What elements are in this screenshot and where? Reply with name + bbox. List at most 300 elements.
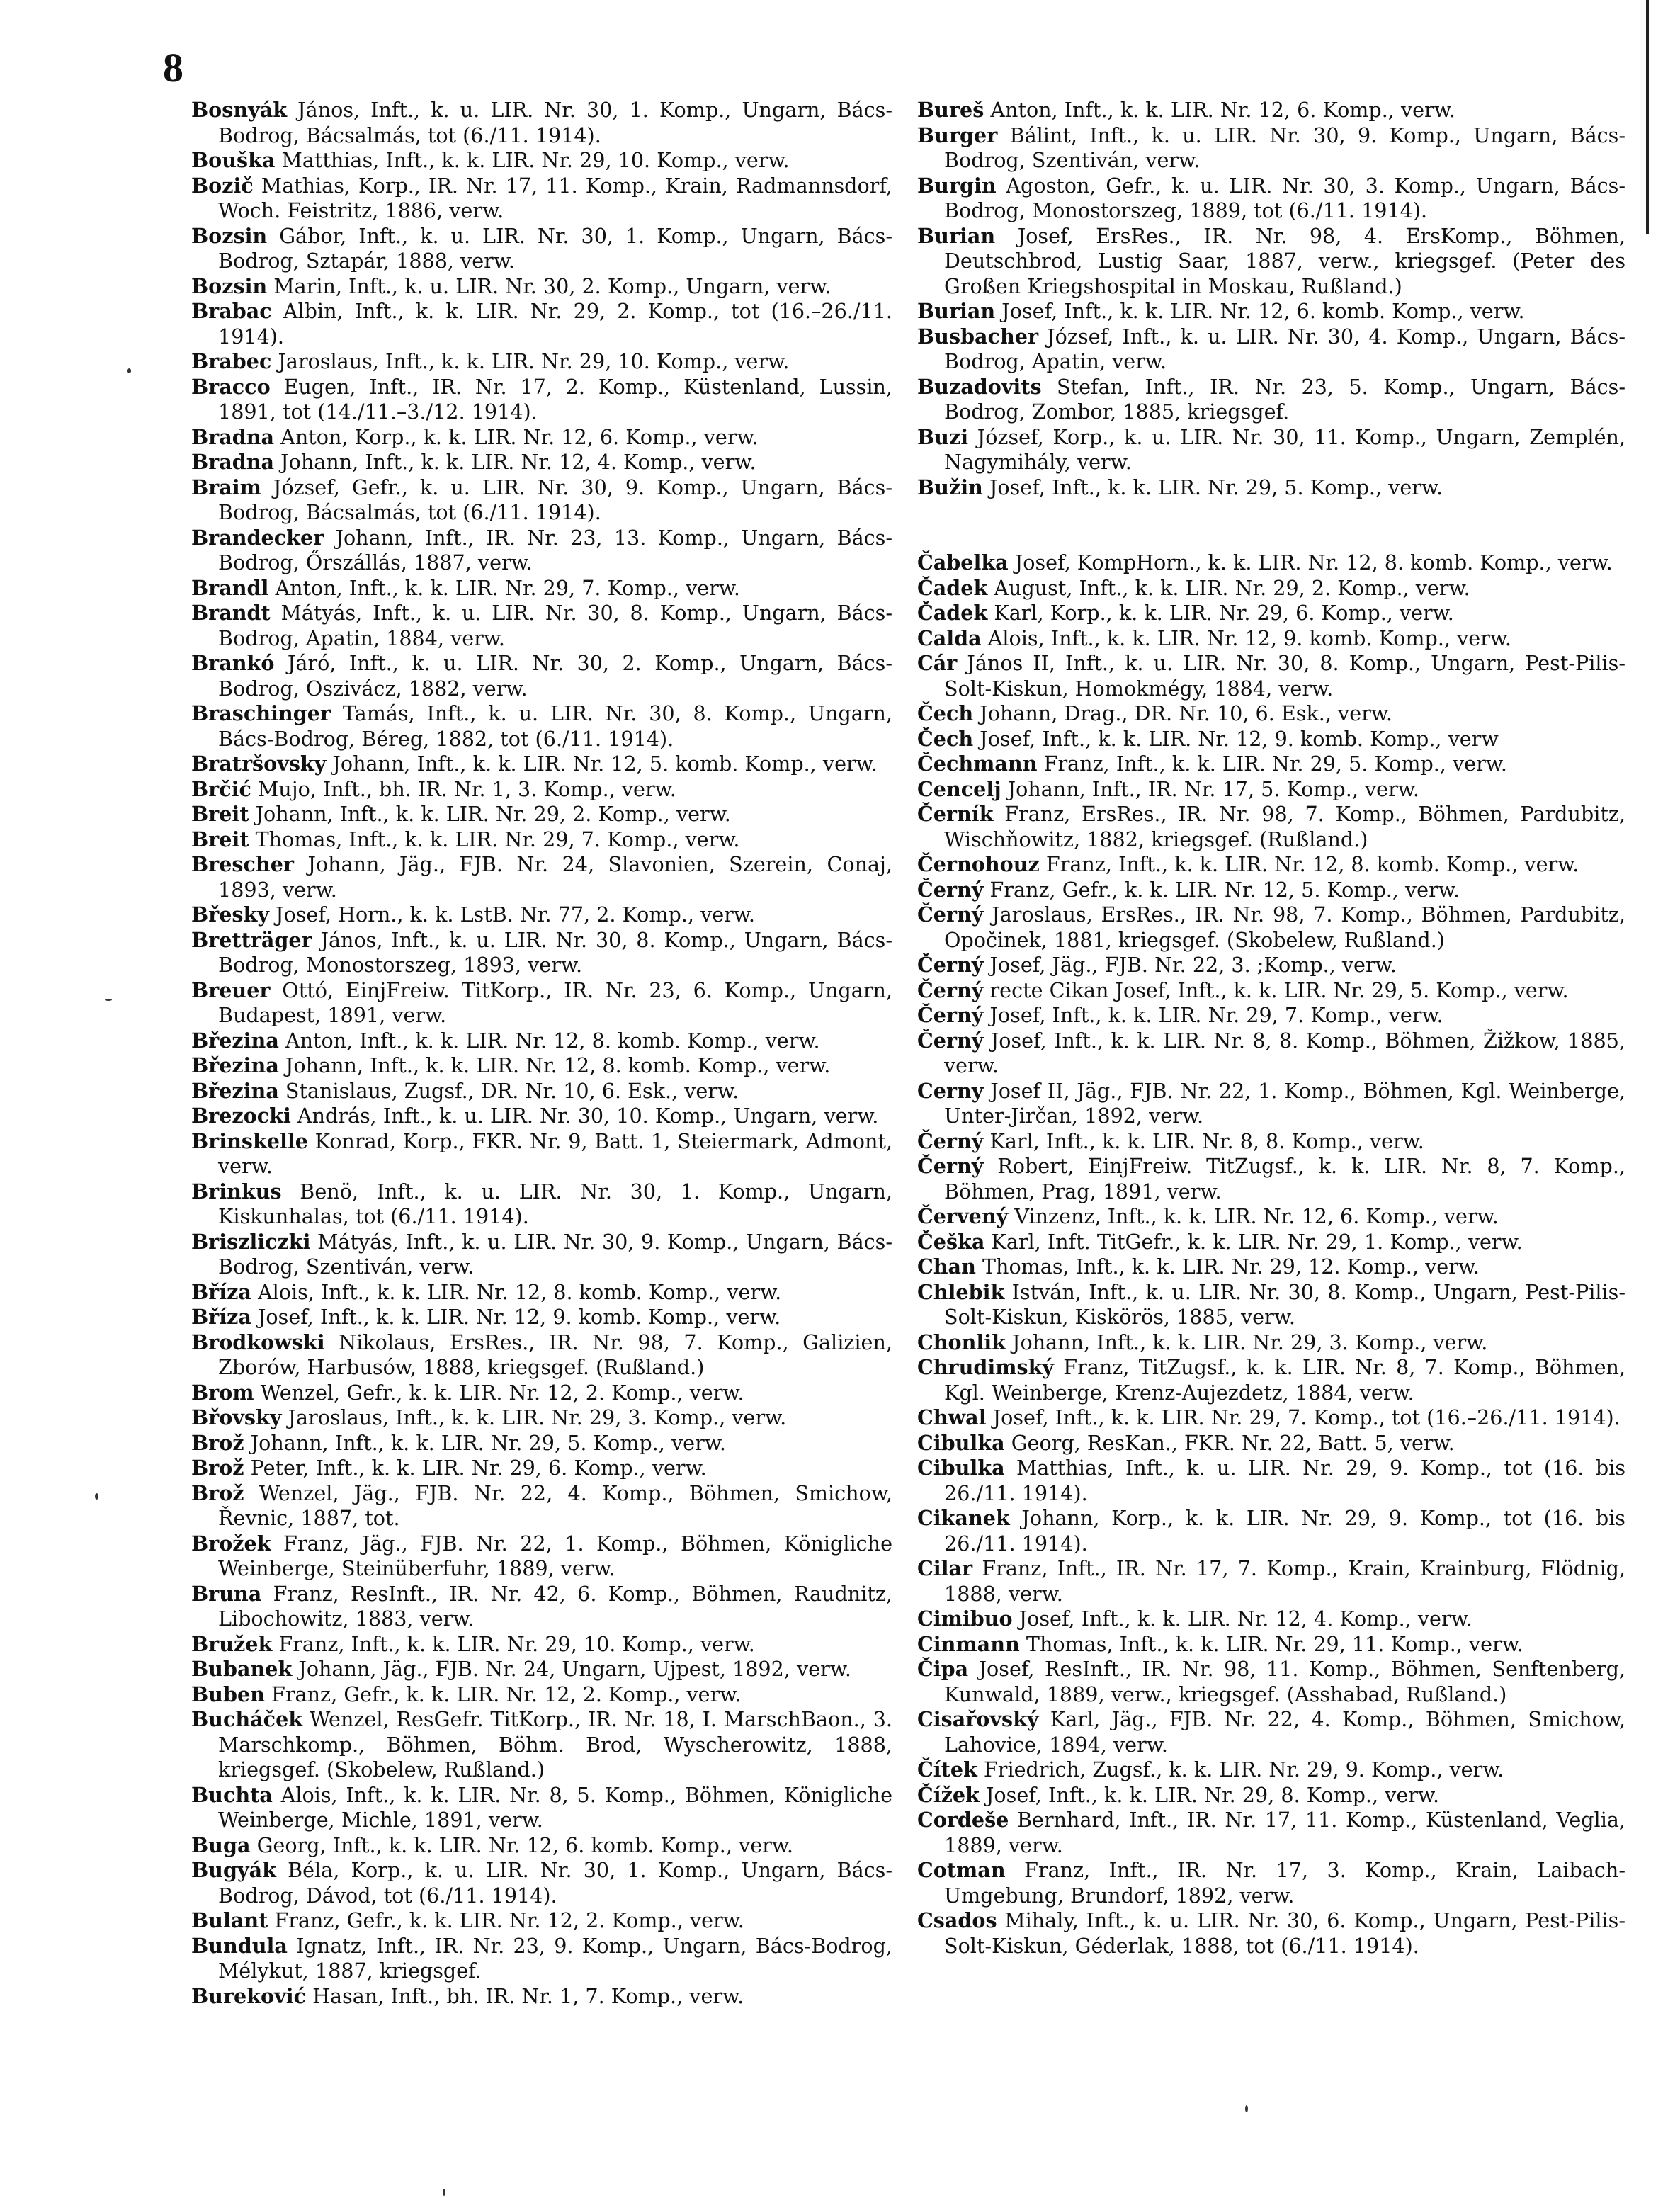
- entry-surname: Brankó: [191, 651, 275, 675]
- entry-surname: Braschinger: [191, 701, 331, 725]
- register-entry: [917, 1254, 1625, 1280]
- entry-surname: Brandt: [191, 601, 271, 625]
- register-entry: [917, 626, 1625, 652]
- entry-details: Karl, Inft. TitGefr., k. k. LIR. Nr. 29, 1. Komp., verw.: [984, 1229, 1523, 1254]
- entry-surname: Brčić: [191, 776, 251, 801]
- entry-details: Mátyás, Inft., k. u. LIR. Nr. 30, 9. Komp., Ungarn, Bács-Bodrog, Szentiván, verw.: [218, 1229, 892, 1279]
- entry-surname: Chan: [917, 1254, 976, 1279]
- entry-details: Josef II, Jäg., FJB. Nr. 22, 1. Komp., Böhmen, Kgl. Weinberge, Unter-Jirčan, 1892, verw.: [944, 1078, 1625, 1128]
- entry-surname: Cotman: [917, 1858, 1006, 1882]
- entry-details: Georg, Inft., k. k. LIR. Nr. 12, 6. komb. Komp., verw.: [250, 1832, 793, 1857]
- entry-surname: Černý: [917, 978, 984, 1002]
- entry-details: Karl, Inft., k. k. LIR. Nr. 8, 8. Komp., verw.: [983, 1128, 1424, 1153]
- entry-details: Robert, EinjFreiw. TitZugsf., k. k. LIR. Nr. 8, 7. Komp., Böhmen, Prag, 1891, verw.: [944, 1154, 1625, 1203]
- entry-surname: Čech: [917, 726, 974, 751]
- entry-surname: Burger: [917, 123, 998, 147]
- entry-details: Franz, Inft., k. k. LIR. Nr. 29, 5. Komp., verw.: [1037, 752, 1507, 776]
- register-entry: [917, 324, 1625, 375]
- entry-surname: Čadek: [917, 575, 988, 600]
- entry-details: Josef, Inft., k. k. LIR. Nr. 12, 6. komb. Komp., verw.: [995, 299, 1525, 323]
- entry-details: Johann, Jäg., FJB. Nr. 24, Ungarn, Ujpest, 1892, verw.: [292, 1657, 851, 1681]
- entry-surname: Černý: [917, 1003, 984, 1027]
- register-entry: [191, 1129, 892, 1179]
- entry-details: Johann, Drag., DR. Nr. 10, 6. Esk., verw.: [973, 701, 1392, 725]
- register-entry: [917, 601, 1625, 626]
- entry-details: Franz, Inft., IR. Nr. 17, 3. Komp., Krain, Laibach-Umgebung, Brundorf, 1892, verw.: [944, 1858, 1625, 1908]
- register-entry: [191, 224, 892, 274]
- entry-surname: Čadek: [917, 601, 988, 625]
- entry-details: József, Inft., k. u. LIR. Nr. 30, 4. Komp., Ungarn, Bács-Bodrog, Apatin, verw.: [944, 324, 1625, 373]
- entry-details: Johann, Korp., k. k. LIR. Nr. 29, 9. Komp., tot (16. bis 26./11. 1914).: [944, 1506, 1625, 1556]
- entry-surname: Bulant: [191, 1908, 268, 1932]
- entry-surname: Buzi: [917, 424, 969, 449]
- entry-details: János, Inft., k. u. LIR. Nr. 30, 1. Komp., Ungarn, Bács-Bodrog, Bácsalmás, tot (6./11. 1914).: [218, 98, 892, 147]
- entry-surname: Brinskelle: [191, 1128, 308, 1153]
- scan-speck: [443, 2189, 445, 2196]
- entry-surname: Chwal: [917, 1405, 987, 1429]
- entry-surname: Cencelj: [917, 776, 1001, 801]
- entry-surname: Burian: [917, 223, 996, 248]
- scan-speck: [105, 999, 112, 1001]
- entry-surname: Břovsky: [191, 1405, 282, 1429]
- entry-details: Franz, Gefr., k. k. LIR. Nr. 12, 5. Komp., verw.: [983, 877, 1460, 902]
- entry-surname: Černý: [917, 1028, 984, 1053]
- entry-surname: Černý: [917, 1128, 984, 1153]
- register-entry: [917, 1808, 1625, 1858]
- register-entry: [191, 1104, 892, 1129]
- entry-details: Bálint, Inft., k. u. LIR. Nr. 30, 9. Komp., Ungarn, Bács-Bodrog, Szentiván, verw.: [944, 123, 1625, 172]
- entry-surname: Čechmann: [917, 752, 1038, 776]
- register-entry: [191, 1029, 892, 1054]
- entry-surname: Brodkowski: [191, 1330, 325, 1354]
- register-entry: [917, 953, 1625, 978]
- entry-surname: Brabac: [191, 299, 272, 323]
- register-entry: [917, 224, 1625, 300]
- entry-details: Mihaly, Inft., k. u. LIR. Nr. 30, 6. Komp., Ungarn, Pest-Pilis-Solt-Kiskun, Géderlak, 1888, tot (6./11. 1914).: [944, 1908, 1625, 1958]
- entry-surname: Bozsin: [191, 273, 268, 298]
- register-entry: [917, 777, 1625, 803]
- entry-surname: Bundula: [191, 1933, 288, 1958]
- entry-details: Anton, Inft., k. k. LIR. Nr. 29, 7. Komp., verw.: [268, 575, 740, 600]
- scan-speck: [127, 368, 131, 373]
- register-entry: [917, 1858, 1625, 1908]
- register-entry: [191, 1481, 892, 1531]
- entry-details: Stanislaus, Zugsf., DR. Nr. 10, 6. Esk., verw.: [278, 1078, 739, 1103]
- entry-details: Josef, KompHorn., k. k. LIR. Nr. 12, 8. komb. Komp., verw.: [1008, 550, 1613, 574]
- entry-details: Mathias, Korp., IR. Nr. 17, 11. Komp., Krain, Radmannsdorf, Woch. Feistritz, 1886, verw.: [218, 173, 892, 222]
- register-entry: [917, 1230, 1625, 1255]
- register-entry: [191, 1456, 892, 1481]
- c-section: [917, 550, 1625, 1959]
- register-entry: [191, 450, 892, 475]
- entry-details: Josef, Inft., k. k. LIR. Nr. 12, 9. komb. Komp., verw.: [251, 1305, 781, 1329]
- entry-surname: Březina: [191, 1053, 279, 1077]
- entry-details: Tamás, Inft., k. u. LIR. Nr. 30, 8. Komp., Ungarn, Bács-Bodrog, Béreg, 1882, tot (6./11. 1914).: [218, 701, 892, 751]
- register-entry: [917, 1707, 1625, 1757]
- entry-surname: Čížek: [917, 1782, 980, 1807]
- entry-details: Josef, Inft., k. k. LIR. Nr. 12, 9. komb. Komp., verw: [973, 726, 1499, 751]
- entry-details: Johann, Inft., k. k. LIR. Nr. 12, 4. Komp., verw.: [274, 450, 756, 474]
- entry-details: Johann, Inft., IR. Nr. 23, 13. Komp., Ungarn, Bács-Bodrog, Őrszállás, 1887, verw.: [218, 525, 892, 574]
- entry-details: Wenzel, ResGefr. TitKorp., IR. Nr. 18, I. MarschBaon., 3. Marschkomp., Böhmen, Böhm. Brod, Wyscherowitz, 1888, kriegsgef. (Skobelew, Rußland.): [218, 1707, 892, 1781]
- entry-surname: Bratršovsky: [191, 752, 327, 776]
- register-entry: [917, 1657, 1625, 1707]
- entry-surname: Cimibuo: [917, 1607, 1013, 1631]
- entry-surname: Breuer: [191, 978, 271, 1002]
- entry-details: Josef, Jäg., FJB. Nr. 22, 3. ;Komp., verw.: [983, 953, 1397, 977]
- register-entry: [917, 978, 1625, 1004]
- entry-details: Thomas, Inft., k. k. LIR. Nr. 29, 11. Komp., verw.: [1019, 1631, 1523, 1656]
- register-entry: [917, 651, 1625, 701]
- register-entry: [191, 1632, 892, 1658]
- entry-surname: Cibulka: [917, 1456, 1005, 1480]
- entry-details: Franz, Inft., k. k. LIR. Nr. 12, 8. komb. Komp., verw.: [1039, 852, 1579, 876]
- entry-details: Matthias, Inft., k. u. LIR. Nr. 29, 9. Komp., tot (16. bis 26./11. 1914).: [944, 1456, 1625, 1505]
- register-entry: [191, 1833, 892, 1859]
- entry-surname: Březina: [191, 1028, 279, 1053]
- register-entry: [917, 299, 1625, 324]
- entry-surname: Calda: [917, 625, 982, 650]
- entry-details: Georg, ResKan., FKR. Nr. 22, Batt. 5, verw.: [1004, 1430, 1455, 1455]
- entry-details: Josef, Inft., k. k. LIR. Nr. 29, 5. Komp., verw.: [982, 475, 1443, 499]
- entry-details: Thomas, Inft., k. k. LIR. Nr. 29, 12. Komp., verw.: [975, 1254, 1480, 1279]
- register-entry: [917, 1431, 1625, 1456]
- entry-surname: Briszliczki: [191, 1229, 311, 1254]
- register-entry: [191, 576, 892, 601]
- entry-surname: Bureković: [191, 1983, 306, 2008]
- entry-details: János II, Inft., k. u. LIR. Nr. 30, 8. Komp., Ungarn, Pest-Pilis-Solt-Kiskun, Homokmégy, 1884, verw.: [944, 651, 1625, 701]
- register-entry: [917, 1330, 1625, 1356]
- entry-surname: Bříza: [191, 1305, 251, 1329]
- entry-surname: Bureš: [917, 98, 984, 122]
- register-entry: [191, 928, 892, 978]
- register-entry: [191, 425, 892, 451]
- entry-surname: Cilar: [917, 1556, 973, 1580]
- register-entry: [191, 651, 892, 701]
- section-gap: [917, 500, 1625, 550]
- entry-surname: Černík: [917, 802, 994, 826]
- entry-surname: Cerny: [917, 1078, 984, 1103]
- entry-details: Bernhard, Inft., IR. Nr. 17, 11. Komp., Küstenland, Veglia, 1889, verw.: [944, 1808, 1625, 1857]
- entry-surname: Bruna: [191, 1581, 262, 1606]
- register-entry: [191, 1079, 892, 1104]
- entry-surname: Breit: [191, 827, 249, 851]
- entry-details: Johann, Inft., k. k. LIR. Nr. 29, 5. Komp., verw.: [244, 1430, 726, 1455]
- entry-details: Franz, TitZugsf., k. k. LIR. Nr. 8, 7. Komp., Böhmen, Kgl. Weinberge, Krenz-Aujezdetz, 1884, verw.: [944, 1355, 1625, 1405]
- b-section: [917, 98, 1625, 500]
- register-entry: [917, 425, 1625, 475]
- entry-surname: Brescher: [191, 852, 294, 876]
- entry-details: Albin, Inft., k. k. LIR. Nr. 29, 2. Komp., tot (16.–26./11. 1914).: [218, 299, 892, 349]
- entry-details: Franz, Inft., k. k. LIR. Nr. 29, 10. Komp., verw.: [272, 1631, 755, 1656]
- entry-details: August, Inft., k. k. LIR. Nr. 29, 2. Komp., verw.: [987, 575, 1470, 600]
- entry-surname: Bružek: [191, 1631, 273, 1656]
- register-entry: [917, 1757, 1625, 1783]
- entry-details: Peter, Inft., k. k. LIR. Nr. 29, 6. Komp., verw.: [244, 1456, 707, 1480]
- scan-speck: [95, 1493, 98, 1500]
- page-number: 8: [163, 45, 183, 91]
- register-entry: [191, 1858, 892, 1908]
- entry-surname: Bucháček: [191, 1707, 303, 1731]
- register-entry: [917, 902, 1625, 953]
- entry-details: József, Gefr., k. u. LIR. Nr. 30, 9. Komp., Ungarn, Bács-Bodrog, Bácsalmás, tot (6./11. 1914).: [218, 475, 892, 524]
- entry-details: Jaroslaus, Inft., k. k. LIR. Nr. 29, 3. Komp., verw.: [281, 1405, 787, 1429]
- entry-details: Wenzel, Jäg., FJB. Nr. 22, 4. Komp., Böhmen, Smichow, Řevnic, 1887, tot.: [218, 1480, 892, 1530]
- entry-details: Franz, ErsRes., IR. Nr. 98, 7. Komp., Böhmen, Pardubitz, Wischňowitz, 1882, kriegsgef. (Rußland.): [944, 802, 1625, 851]
- register-entry: [917, 802, 1625, 852]
- entry-surname: Bouška: [191, 148, 276, 172]
- entry-surname: Buben: [191, 1682, 265, 1706]
- entry-surname: Bužin: [917, 475, 983, 499]
- entry-surname: Bracco: [191, 374, 271, 399]
- register-entry: [191, 852, 892, 902]
- register-entry: [191, 98, 892, 148]
- entry-surname: Brezocki: [191, 1104, 291, 1128]
- entry-details: recte Cikan Josef, Inft., k. k. LIR. Nr. 29, 5. Komp., verw.: [983, 978, 1569, 1002]
- entry-surname: Břesky: [191, 902, 269, 927]
- entry-details: Agoston, Gefr., k. u. LIR. Nr. 30, 3. Komp., Ungarn, Bács-Bodrog, Monostorszeg, 1889, tot (6./11. 1914).: [944, 173, 1625, 222]
- entry-surname: Brož: [191, 1480, 244, 1505]
- register-entry: [191, 827, 892, 853]
- entry-details: Marin, Inft., k. u. LIR. Nr. 30, 2. Komp., Ungarn, verw.: [267, 273, 832, 298]
- register-entry: [917, 174, 1625, 224]
- register-entry: [917, 1556, 1625, 1607]
- register-entry: [917, 701, 1625, 727]
- entry-surname: Čítek: [917, 1757, 977, 1781]
- register-entry: [191, 752, 892, 777]
- register-entry: [917, 1129, 1625, 1155]
- entry-details: Josef, ResInft., IR. Nr. 98, 11. Komp., Böhmen, Senftenberg, Kunwald, 1889, verw., kriegsgef. (Asshabad, Rußland.): [944, 1657, 1625, 1706]
- entry-details: Johann, Inft., k. k. LIR. Nr. 29, 2. Komp., verw.: [249, 802, 731, 826]
- entry-surname: Cinmann: [917, 1631, 1020, 1656]
- entry-details: Alois, Inft., k. k. LIR. Nr. 12, 9. komb. Komp., verw.: [981, 625, 1512, 650]
- entry-surname: Černý: [917, 953, 984, 977]
- register-entry: [191, 701, 892, 752]
- register-entry: [917, 98, 1625, 123]
- entry-details: József, Korp., k. u. LIR. Nr. 30, 11. Komp., Ungarn, Zemplén, Nagymihály, verw.: [944, 424, 1625, 474]
- entry-details: Járó, Inft., k. u. LIR. Nr. 30, 2. Komp., Ungarn, Bács-Bodrog, Oszivácz, 1882, verw.: [218, 651, 892, 701]
- register-entry: [917, 1405, 1625, 1431]
- entry-surname: Brandecker: [191, 525, 324, 550]
- entry-details: Anton, Korp., k. k. LIR. Nr. 12, 6. Komp., verw.: [274, 424, 759, 449]
- entry-details: Johann, Inft., IR. Nr. 17, 5. Komp., verw.: [1001, 776, 1419, 801]
- entry-details: Franz, Gefr., k. k. LIR. Nr. 12, 2. Komp., verw.: [268, 1908, 744, 1932]
- entry-details: Johann, Inft., k. k. LIR. Nr. 12, 8. komb. Komp., verw.: [278, 1053, 831, 1077]
- left-column: [191, 98, 892, 2009]
- register-entry: [191, 375, 892, 425]
- register-entry: [191, 1657, 892, 1682]
- register-entry: [917, 576, 1625, 601]
- register-entry: [917, 727, 1625, 752]
- register-entry: [191, 978, 892, 1029]
- entry-details: Josef, Inft., k. k. LIR. Nr. 12, 4. Komp., verw.: [1012, 1607, 1472, 1631]
- entry-details: Anton, Inft., k. k. LIR. Nr. 12, 6. Komp., verw.: [984, 98, 1455, 122]
- entry-details: Franz, ResInft., IR. Nr. 42, 6. Komp., Böhmen, Raudnitz, Libochowitz, 1883, verw.: [218, 1581, 892, 1631]
- entry-surname: Chrudimský: [917, 1355, 1055, 1379]
- entry-details: Ignatz, Inft., IR. Nr. 23, 9. Komp., Ungarn, Bács-Bodrog, Mélykut, 1887, kriegsgef.: [218, 1933, 892, 1983]
- register-entry: [191, 1984, 892, 2010]
- register-entry: [917, 878, 1625, 903]
- entry-surname: Březina: [191, 1078, 279, 1103]
- register-entry: [191, 526, 892, 576]
- entry-surname: Černý: [917, 1154, 984, 1178]
- entry-details: Ottó, EinjFreiw. TitKorp., IR. Nr. 23, 6. Komp., Ungarn, Budapest, 1891, verw.: [218, 978, 892, 1027]
- register-entry: [917, 1154, 1625, 1204]
- entry-surname: Čipa: [917, 1657, 969, 1681]
- right-column: [917, 98, 1625, 1959]
- register-entry: [917, 1003, 1625, 1029]
- entry-details: Wenzel, Gefr., k. k. LIR. Nr. 12, 2. Komp., verw.: [254, 1380, 744, 1405]
- entry-surname: Čabelka: [917, 550, 1009, 574]
- register-entry: [917, 1280, 1625, 1330]
- entry-surname: Buzadovits: [917, 374, 1042, 399]
- entry-surname: Brinkus: [191, 1179, 282, 1203]
- entry-details: Hasan, Inft., bh. IR. Nr. 1, 7. Komp., verw.: [306, 1983, 744, 2008]
- register-entry: [917, 1456, 1625, 1506]
- register-entry: [191, 1582, 892, 1632]
- register-entry: [917, 1607, 1625, 1632]
- entry-details: Karl, Korp., k. k. LIR. Nr. 29, 6. Komp., verw.: [987, 601, 1454, 625]
- register-entry: [191, 777, 892, 803]
- entry-surname: Burgin: [917, 173, 997, 198]
- register-entry: [191, 274, 892, 300]
- entry-surname: Buchta: [191, 1782, 273, 1807]
- register-entry: [191, 475, 892, 526]
- entry-surname: Cár: [917, 651, 958, 675]
- register-entry: [917, 1908, 1625, 1959]
- entry-surname: Chlebik: [917, 1279, 1005, 1304]
- entry-details: Mátyás, Inft., k. u. LIR. Nr. 30, 8. Komp., Ungarn, Bács-Bodrog, Apatin, 1884, verw.: [218, 601, 892, 650]
- entry-details: Konrad, Korp., FKR. Nr. 9, Batt. 1, Steiermark, Admont, verw.: [218, 1128, 892, 1178]
- entry-surname: Bretträger: [191, 927, 312, 952]
- register-entry: [191, 299, 892, 349]
- entry-details: Josef, Inft., k. k. LIR. Nr. 29, 7. Komp., verw.: [983, 1003, 1443, 1027]
- register-entry: [191, 1707, 892, 1783]
- register-entry: [917, 1783, 1625, 1808]
- entry-surname: Cordeše: [917, 1808, 1009, 1832]
- register-entry: [191, 802, 892, 827]
- entry-details: Josef, Inft., k. k. LIR. Nr. 29, 8. Komp., verw.: [979, 1782, 1440, 1807]
- register-entry: [191, 1381, 892, 1406]
- entry-details: Johann, Inft., k. k. LIR. Nr. 12, 5. komb. Komp., verw.: [326, 752, 878, 776]
- entry-details: Josef, ErsRes., IR. Nr. 98, 4. ErsKomp., Böhmen, Deutschbrod, Lustig Saar, 1887, verw., kriegsgef. (Peter des Großen Kriegshospital in Moskau, Rußland.): [944, 223, 1625, 298]
- register-entry: [917, 1204, 1625, 1230]
- entry-surname: Bosnyák: [191, 98, 288, 122]
- entry-surname: Bubanek: [191, 1657, 293, 1681]
- entry-details: Thomas, Inft., k. k. LIR. Nr. 29, 7. Komp., verw.: [249, 827, 740, 851]
- entry-details: Jaroslaus, ErsRes., IR. Nr. 98, 7. Komp., Böhmen, Pardubitz, Opočinek, 1881, kriegsgef. (Skobelew, Rußland.): [944, 902, 1625, 952]
- entry-details: Béla, Korp., k. u. LIR. Nr. 30, 1. Komp., Ungarn, Bács-Bodrog, Dávod, tot (6./11. 1914).: [218, 1858, 892, 1908]
- register-entry: [191, 601, 892, 651]
- entry-surname: Bradna: [191, 450, 275, 474]
- register-entry: [191, 1405, 892, 1431]
- register-entry: [917, 1355, 1625, 1405]
- entry-surname: Bozsin: [191, 223, 268, 248]
- entry-details: Alois, Inft., k. k. LIR. Nr. 8, 5. Komp., Böhmen, Königliche Weinberge, Michle, 1891, verw.: [218, 1782, 892, 1832]
- entry-surname: Bříza: [191, 1279, 251, 1304]
- register-entry: [191, 1682, 892, 1708]
- entry-details: Josef, Inft., k. k. LIR. Nr. 29, 7. Komp., tot (16.–26./11. 1914).: [986, 1405, 1621, 1429]
- entry-surname: Češka: [917, 1229, 985, 1254]
- entry-surname: Brom: [191, 1380, 254, 1405]
- entry-surname: Bradna: [191, 424, 275, 449]
- register-entry: [917, 752, 1625, 777]
- entry-details: Franz, Inft., IR. Nr. 17, 7. Komp., Krain, Krainburg, Flödnig, 1888, verw.: [944, 1556, 1625, 1606]
- register-entry: [917, 1079, 1625, 1129]
- entry-details: Eugen, Inft., IR. Nr. 17, 2. Komp., Küstenland, Lussin, 1891, tot (14./11.–3./12. 1914).: [218, 374, 892, 424]
- entry-surname: Brožek: [191, 1531, 271, 1556]
- register-entry: [191, 1305, 892, 1330]
- entry-surname: Breit: [191, 802, 249, 826]
- register-entry: [191, 1330, 892, 1381]
- entry-details: Vinzenz, Inft., k. k. LIR. Nr. 12, 6. Komp., verw.: [1008, 1204, 1499, 1228]
- entry-surname: Černý: [917, 877, 984, 902]
- register-entry: [917, 1029, 1625, 1079]
- entry-details: Friedrich, Zugsf., k. k. LIR. Nr. 29, 9. Komp., verw.: [977, 1757, 1504, 1781]
- page-edge-line: [1646, 0, 1649, 234]
- register-entry: [917, 1506, 1625, 1556]
- entry-surname: Busbacher: [917, 324, 1039, 349]
- entry-details: Johann, Inft., k. k. LIR. Nr. 29, 3. Komp., verw.: [1005, 1330, 1488, 1354]
- entry-details: Anton, Inft., k. k. LIR. Nr. 12, 8. komb. Komp., verw.: [278, 1028, 820, 1053]
- register-entry: [917, 123, 1625, 174]
- register-entry: [917, 1632, 1625, 1658]
- register-entry: [191, 1531, 892, 1582]
- entry-surname: Bozič: [191, 173, 254, 198]
- register-entry: [191, 1280, 892, 1305]
- entry-details: Stefan, Inft., IR. Nr. 23, 5. Komp., Ungarn, Bács-Bodrog, Zombor, 1885, kriegsgef.: [944, 374, 1625, 424]
- entry-details: Franz, Gefr., k. k. LIR. Nr. 12, 2. Komp., verw.: [264, 1682, 742, 1706]
- entry-surname: Cisařovský: [917, 1707, 1039, 1731]
- entry-surname: Chonlik: [917, 1330, 1006, 1354]
- entry-details: Alois, Inft., k. k. LIR. Nr. 12, 8. komb. Komp., verw.: [251, 1279, 782, 1304]
- entry-details: Matthias, Inft., k. k. LIR. Nr. 29, 10. Komp., verw.: [275, 148, 790, 172]
- register-entry: [191, 1934, 892, 1984]
- entry-surname: Čech: [917, 701, 974, 725]
- register-entry: [191, 349, 892, 375]
- entry-surname: Brož: [191, 1430, 244, 1455]
- entry-surname: Cikanek: [917, 1506, 1010, 1530]
- register-entry: [191, 1431, 892, 1456]
- entry-surname: Buga: [191, 1832, 251, 1857]
- register-entry: [191, 1179, 892, 1230]
- entry-details: Gábor, Inft., k. u. LIR. Nr. 30, 1. Komp., Ungarn, Bács-Bodrog, Sztapár, 1888, verw.: [218, 223, 892, 273]
- entry-surname: Černohouz: [917, 852, 1040, 876]
- entry-details: Johann, Jäg., FJB. Nr. 24, Slavonien, Szerein, Conaj, 1893, verw.: [218, 852, 892, 902]
- entry-surname: Brož: [191, 1456, 244, 1480]
- register-entry: [191, 148, 892, 174]
- entry-details: István, Inft., k. u. LIR. Nr. 30, 8. Komp., Ungarn, Pest-Pilis-Solt-Kiskun, Kiskörös, 1885, verw.: [944, 1279, 1625, 1329]
- entry-details: Jaroslaus, Inft., k. k. LIR. Nr. 29, 10. Komp., verw.: [271, 349, 790, 373]
- entry-surname: Bugyák: [191, 1858, 276, 1882]
- entry-details: Mujo, Inft., bh. IR. Nr. 1, 3. Komp., verw.: [251, 776, 676, 801]
- entry-details: János, Inft., k. u. LIR. Nr. 30, 8. Komp., Ungarn, Bács-Bodrog, Monostorszeg, 1893, verw.: [218, 927, 892, 977]
- entry-surname: Braim: [191, 475, 261, 499]
- entry-details: Nikolaus, ErsRes., IR. Nr. 98, 7. Komp., Galizien, Zborów, Harbusów, 1888, kriegsgef. (Rußland.): [218, 1330, 892, 1379]
- entry-details: Franz, Jäg., FJB. Nr. 22, 1. Komp., Böhmen, Königliche Weinberge, Steinüberfuhr, 1889, verw.: [218, 1531, 892, 1580]
- entry-surname: Brandl: [191, 575, 269, 600]
- register-entry: [917, 475, 1625, 501]
- register-entry: [191, 1783, 892, 1833]
- entry-surname: Burian: [917, 299, 996, 323]
- entry-details: Josef, Inft., k. k. LIR. Nr. 8, 8. Komp., Böhmen, Žižkow, 1885, verw.: [944, 1028, 1625, 1077]
- entry-surname: Brabec: [191, 349, 272, 373]
- register-entry: [191, 1908, 892, 1934]
- entry-details: András, Inft., k. u. LIR. Nr. 30, 10. Komp., Ungarn, verw.: [290, 1104, 879, 1128]
- register-entry: [191, 902, 892, 928]
- register-entry: [917, 852, 1625, 878]
- entry-details: Benö, Inft., k. u. LIR. Nr. 30, 1. Komp., Ungarn, Kiskunhalas, tot (6./11. 1914).: [218, 1179, 892, 1228]
